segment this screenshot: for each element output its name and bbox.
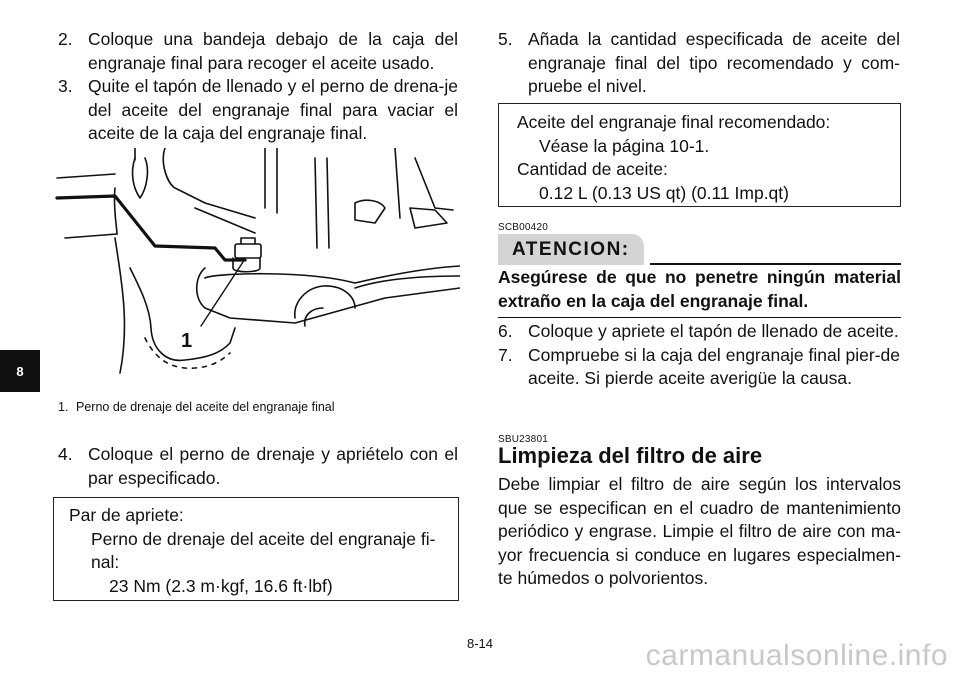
oil-spec-box	[498, 103, 901, 207]
oil-title: Aceite del engranaje final recomendado:	[517, 112, 831, 132]
figure-callout-1: 1	[181, 330, 193, 352]
section-paragraph: Debe limpiar el filtro de aire según los intervalos que se especifican en el cuadro de mantenimiento periódico y engrase. Limpie el filtro de aire con ma-yor frecuencia si conduce en lugares especialmen-te húmedos o polvorientos.	[498, 474, 901, 588]
right-steps-after	[498, 320, 900, 391]
oil-qty-label: Cantidad de aceite:	[517, 159, 668, 179]
caution-rule	[650, 263, 901, 265]
section-code: SBU23801	[498, 434, 548, 445]
step-2: 2. Coloque una bandeja debajo de la caja del engranaje final para recoger el aceite usado.	[58, 29, 458, 73]
caution-code: SCB00420	[498, 222, 548, 233]
chapter-tab: 8	[0, 350, 40, 392]
oil-ref: Véase la página 10-1.	[539, 135, 710, 156]
right-step-5	[498, 28, 900, 99]
step-5: 5. Añada la cantidad especificada de aceite del engranaje final del tipo recomendado y com-pruebe el nivel.	[498, 29, 900, 96]
page-number: 8-14	[466, 636, 494, 651]
torque-value: 23 Nm (2.3 m·kgf, 16.6 ft·lbf)	[109, 575, 333, 596]
caution-text: Asegúrese de que no penetre ningún material extraño en la caja del engranaje final.	[498, 266, 901, 318]
torque-spec-box	[53, 497, 459, 601]
oil-qty-value: 0.12 L (0.13 US qt) (0.11 Imp.qt)	[539, 182, 789, 203]
step-3: 3. Quite el tapón de llenado y el perno de drena-je del aceite del engranaje final para vaciar el aceite de la caja del engranaje final.	[58, 76, 458, 143]
step-6: 6. Coloque y apriete el tapón de llenado de aceite.	[498, 321, 899, 341]
section-heading: Limpieza del filtro de aire	[498, 443, 763, 468]
torque-title: Par de apriete:	[69, 505, 184, 525]
figure-caption: 1. Perno de drenaje del aceite del engranaje final	[58, 400, 335, 414]
torque-item: Perno de drenaje del aceite del engranaje fi-nal:	[91, 528, 436, 572]
left-step-4	[58, 443, 458, 490]
step-7: 7. Compruebe si la caja del engranaje final pier-de aceite. Si pierde aceite averigüe la causa.	[498, 344, 900, 388]
left-steps-top	[58, 28, 458, 146]
step-4: 4. Coloque el perno de drenaje y apriételo con el par especificado.	[58, 444, 458, 488]
caution-header	[498, 234, 901, 265]
watermark: carmanualsonline.info	[645, 639, 948, 672]
caution-label: ATENCION:	[498, 234, 644, 265]
drain-bolt-illustration	[55, 148, 460, 388]
